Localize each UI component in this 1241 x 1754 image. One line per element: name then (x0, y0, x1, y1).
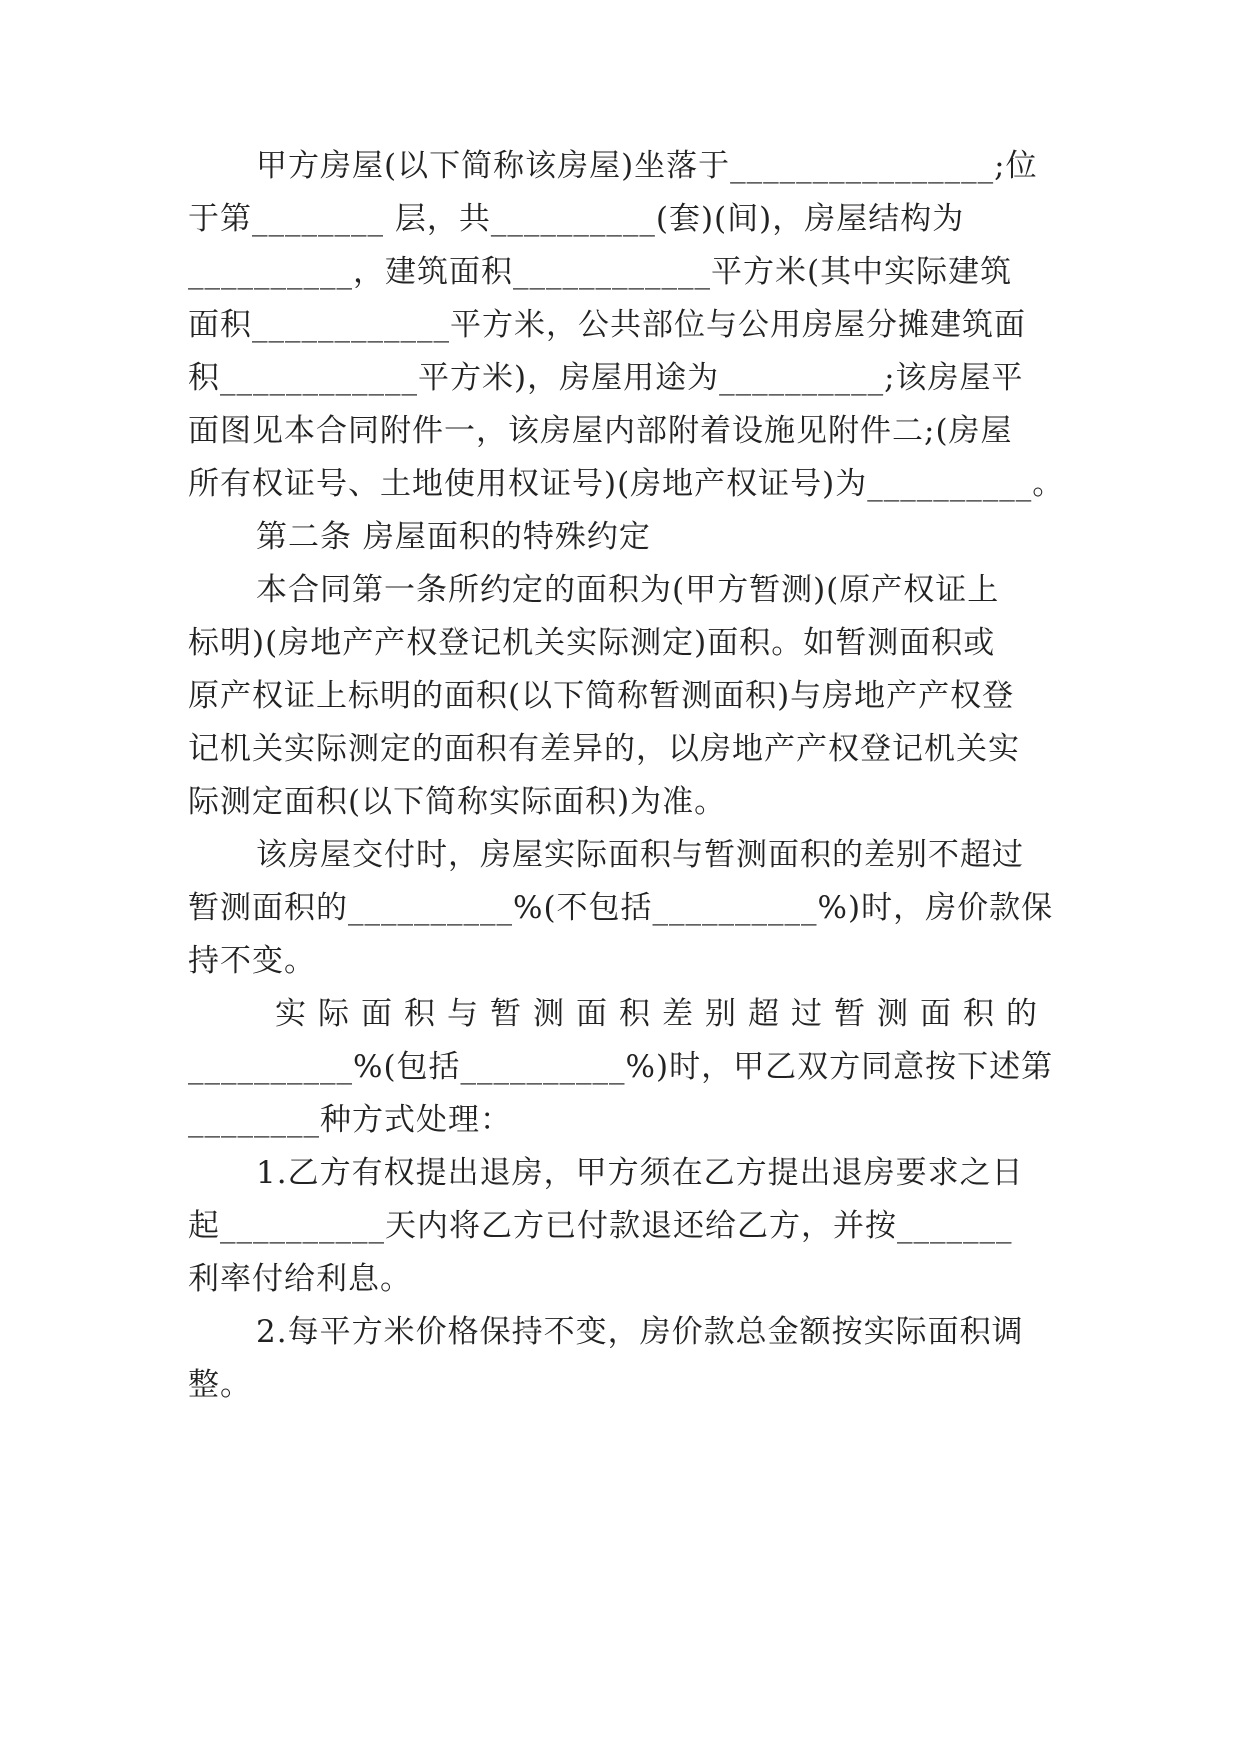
text-line-23: 2.每平方米价格保持不变，房价款总金额按实际面积调 (256, 1314, 1024, 1350)
text-line-7: 所有权证号、土地使用权证号)(房地产权证号)为__________。 (188, 466, 1065, 502)
text-line-9: 本合同第一条所约定的面积为(甲方暂测)(原产权证上 (256, 572, 1000, 608)
text-line-22: 利率付给利息。 (188, 1261, 412, 1297)
text-line-14: 该房屋交付时，房屋实际面积与暂测面积的差别不超过 (256, 837, 1024, 873)
text-line-3: __________，建筑面积____________平方米(其中实际建筑 (188, 254, 1013, 290)
text-line-17: 实际面积与暂测面积差别超过暂测面积的 (275, 996, 1049, 1032)
text-line-20: 1.乙方有权提出退房，甲方须在乙方提出退房要求之日 (256, 1155, 1024, 1191)
text-line-13: 际测定面积(以下简称实际面积)为准。 (188, 784, 727, 820)
text-line-5: 积____________平方米)，房屋用途为__________;该房屋平 (188, 360, 1024, 396)
text-line-10: 标明)(房地产产权登记机关实际测定)面积。如暂测面积或 (188, 625, 996, 661)
text-line-12: 记机关实际测定的面积有差异的，以房地产产权登记机关实 (188, 731, 1020, 767)
text-line-1: 甲方房屋(以下简称该房屋)坐落于________________;位 (256, 148, 1038, 184)
text-line-18: __________%(包括__________%)时，甲乙双方同意按下述第 (188, 1049, 1054, 1085)
text-line-19: ________种方式处理： (188, 1102, 512, 1138)
text-line-6: 面图见本合同附件一，该房屋内部附着设施见附件二;(房屋 (188, 413, 1013, 449)
text-line-21: 起__________天内将乙方已付款退还给乙方，并按_______ (188, 1208, 1013, 1244)
text-line-16: 持不变。 (188, 943, 316, 979)
text-line-4: 面积____________平方米，公共部位与公用房屋分摊建筑面 (188, 307, 1026, 343)
text-line-2: 于第________ 层，共__________(套)(间)，房屋结构为 (188, 201, 965, 237)
text-line-24: 整。 (188, 1367, 252, 1403)
section-heading: 第二条 房屋面积的特殊约定 (256, 519, 651, 555)
text-line-15: 暂测面积的__________%(不包括__________%)时，房价款保 (188, 890, 1054, 926)
text-line-11: 原产权证上标明的面积(以下简称暂测面积)与房地产产权登 (188, 678, 1015, 714)
